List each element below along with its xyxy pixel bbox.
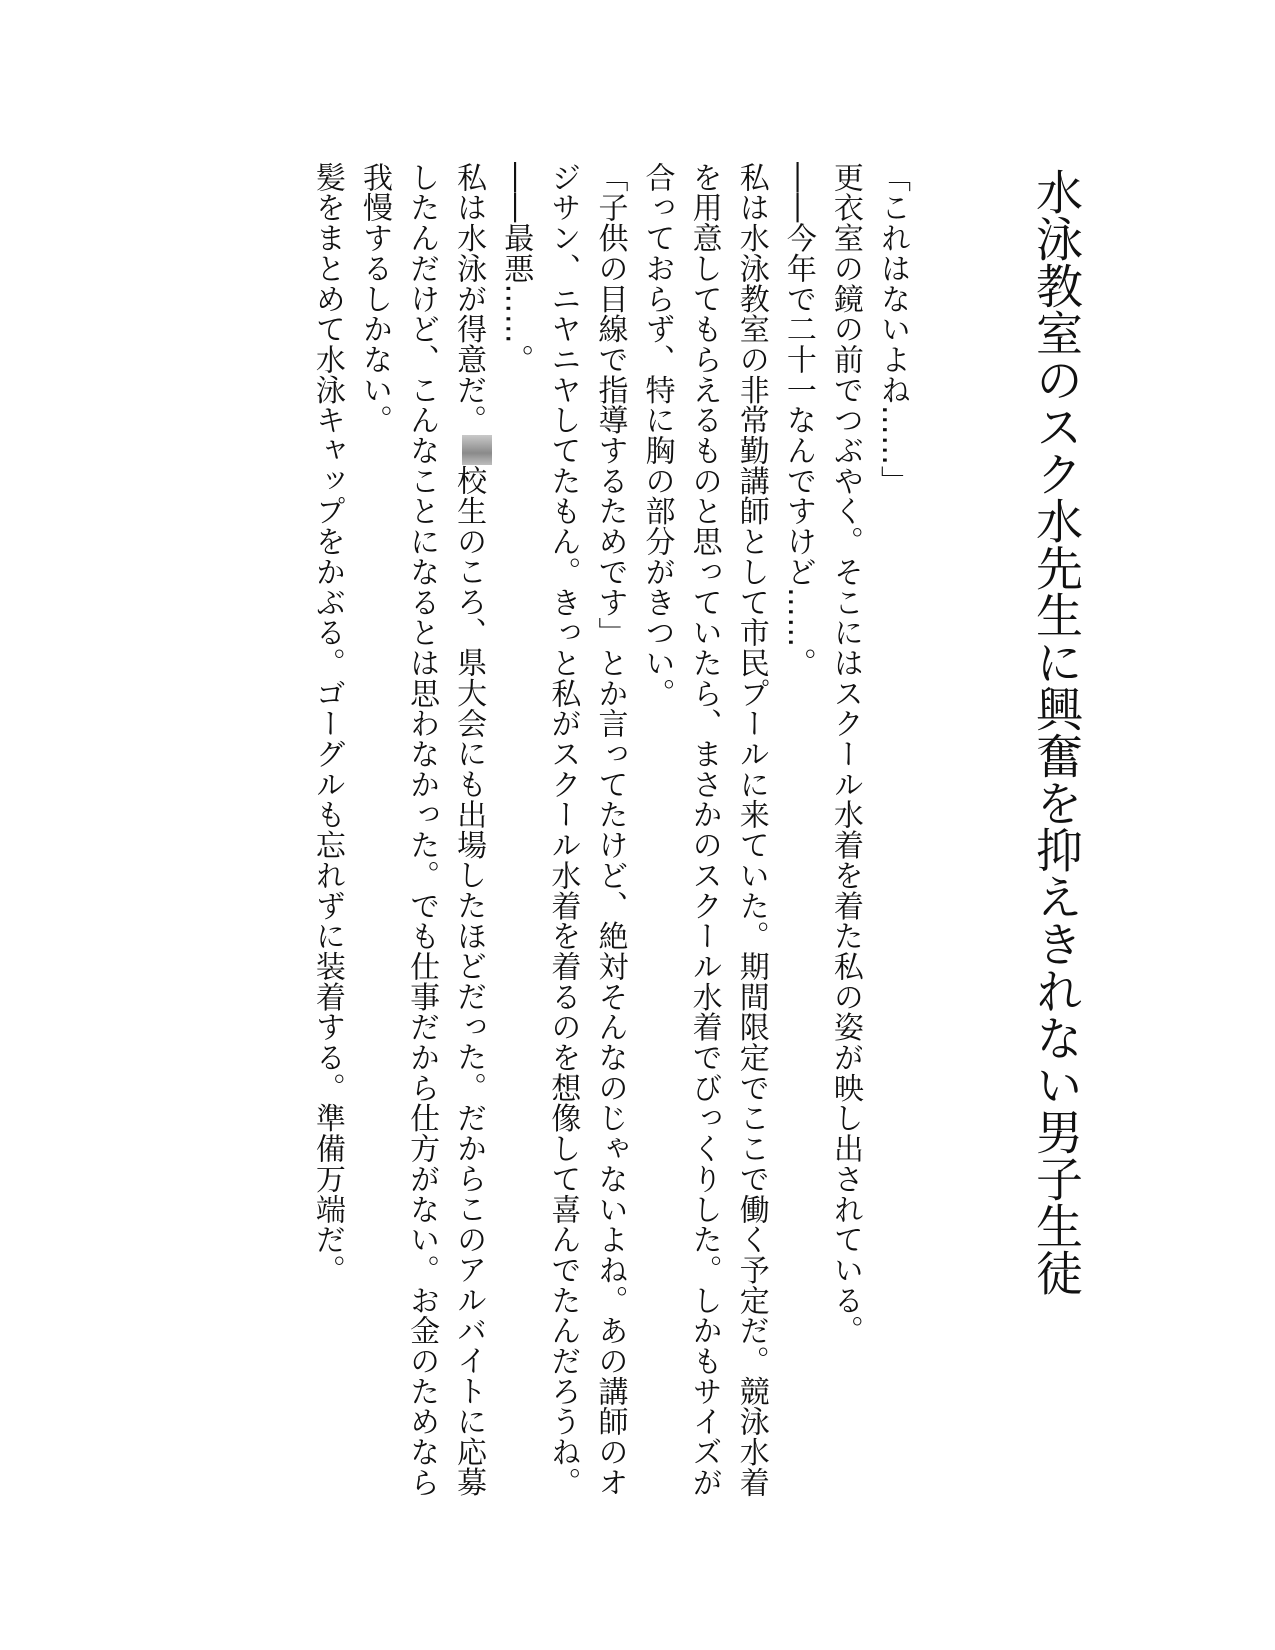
paragraph-7-lead: 私は水泳が得意だ。 xyxy=(451,162,487,436)
page-title: 水泳教室のスク水先生に興奮を抑えきれない男子生徒 xyxy=(1028,168,1083,1296)
paragraph-4: 私は水泳教室の非常勤講師として市民プールに来ていた。期間限定でここで働く予定だ。競泳水着を用意してもらえるものと思っていたら、まさかのスクール水着でびっくりした。しかもサイズが合っておらず、特に胸の部分がきつい。 xyxy=(639,162,769,1498)
story-text xyxy=(158,162,916,1522)
paragraph-5: 「子供の目線で指導するためです」とか言ってたけど、絶対そんなのじゃないよね。あの講師のオジサン、ニヤニヤしてたもん。きっと私がスクール水着を着るのを想像して喜んでたんだろうね。 xyxy=(545,162,628,1498)
paragraph-7 xyxy=(351,162,492,1522)
paragraph-1: 「これはないよね……」 xyxy=(875,162,910,496)
paragraph-8: 髪をまとめて水泳キャップをかぶる。ゴーグルも忘れずに装着する。準備万端だ。 xyxy=(309,162,345,1285)
paragraph-6: ――最悪……。 xyxy=(498,162,534,375)
paragraph-7-rest: 校生のころ、県大会にも出場したほどだった。だからこのアルバイトに応募したんだけど、こんなことになるとは思わなかった。でも仕事だから仕方がない。お金のためなら我慢するしかない。 xyxy=(356,162,487,1498)
paragraph-3: ――今年で二十一なんですけど……。 xyxy=(780,162,816,678)
paragraph-2: 更衣室の鏡の前でつぶやく。そこにはスクール水着を着た私の姿が映し出されている。 xyxy=(827,162,863,1346)
censor-blur-mark xyxy=(462,435,492,465)
